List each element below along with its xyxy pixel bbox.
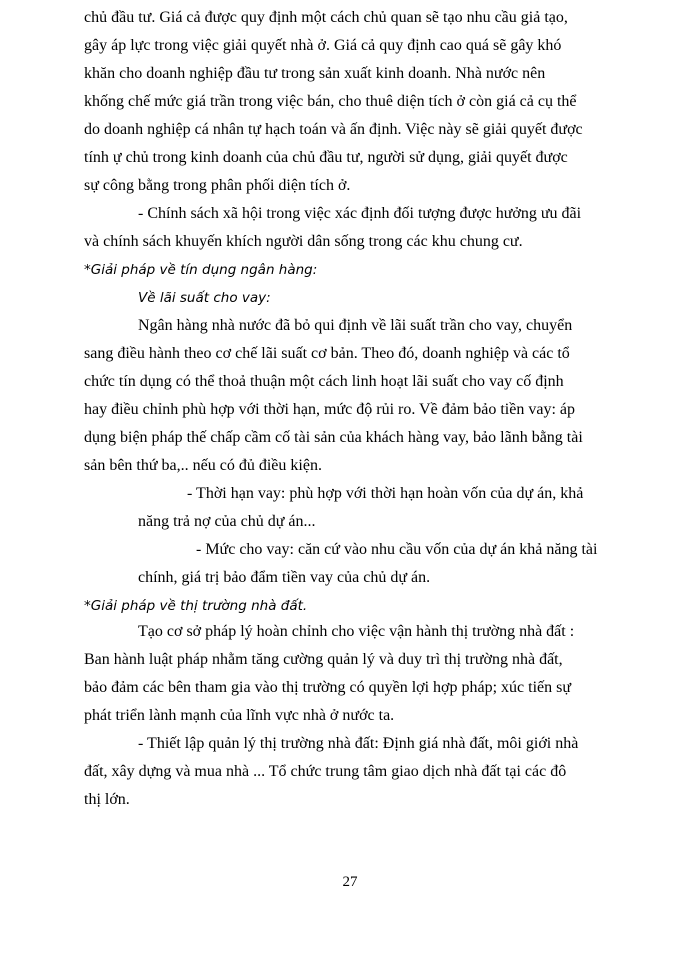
body-line: chức tín dụng có thể thoả thuận một cách linh hoạt lãi suất cho vay cố định: [84, 373, 564, 390]
bullet-line: - Thiết lập quản lý thị trường nhà đất: Định giá nhà đất, môi giới nhà: [138, 735, 579, 752]
body-line: bảo đảm các bên tham gia vào thị trường có quyền lợi hợp pháp; xúc tiến sự: [84, 679, 572, 696]
body-line: chủ đầu tư. Giá cả được quy định một cách chủ quan sẽ tạo nhu cầu giả tạo,: [84, 9, 568, 26]
body-line: năng trả nợ của chủ dự án...: [138, 513, 316, 530]
body-line: Tạo cơ sở pháp lý hoàn chỉnh cho việc vận hành thị trường nhà đất :: [138, 623, 575, 640]
body-line: dụng biện pháp thế chấp cầm cố tài sản của khách hàng vay, bảo lãnh bằng tài: [84, 429, 583, 446]
page-number: 27: [342, 874, 358, 890]
body-line: và chính sách khuyến khích người dân sống trong các khu chung cư.: [84, 233, 523, 250]
body-line: đất, xây dựng và mua nhà ... Tổ chức trung tâm giao dịch nhà đất tại các đô: [84, 763, 567, 780]
section-heading: *Giải pháp về thị trường nhà đất.: [84, 598, 308, 614]
body-line: thị lớn.: [84, 791, 130, 808]
subsection-heading: Về lãi suất cho vay:: [138, 290, 271, 306]
body-line: gây áp lực trong việc giải quyết nhà ở. Giá cả quy định cao quá sẽ gây khó: [84, 37, 562, 54]
body-line: phát triển lành mạnh của lĩnh vực nhà ở nước ta.: [84, 707, 395, 724]
bullet-line: - Thời hạn vay: phù hợp với thời hạn hoàn vốn của dự án, khả: [187, 485, 584, 502]
body-line: sản bên thứ ba,.. nếu có đủ điều kiện.: [84, 457, 322, 474]
bullet-line: - Mức cho vay: căn cứ vào nhu cầu vốn của dự án khả năng tài: [196, 541, 598, 558]
body-line: tính ự chủ trong kinh doanh của chủ đầu tư, người sử dụng, giải quyết được: [84, 149, 568, 166]
body-line: do doanh nghiệp cá nhân tự hạch toán và ấn định. Việc này sẽ giải quyết được: [84, 121, 583, 138]
body-line: Ban hành luật pháp nhằm tăng cường quản lý và duy trì thị trường nhà đất,: [84, 651, 563, 668]
body-line: khăn cho doanh nghiệp đầu tư trong sản xuất kinh doanh. Nhà nước nên: [84, 65, 546, 82]
body-line: khống chế mức giá trần trong việc bán, cho thuê diện tích ở còn giá cả cụ thể: [84, 93, 577, 110]
body-line: Ngân hàng nhà nước đã bỏ qui định về lãi suất trần cho vay, chuyển: [138, 317, 573, 334]
bullet-line: - Chính sách xã hội trong việc xác định đối tượng được hưởng ưu đãi: [138, 205, 582, 222]
body-line: sang điều hành theo cơ chế lãi suất cơ bản. Theo đó, doanh nghiệp và các tổ: [84, 345, 570, 362]
section-heading: *Giải pháp về tín dụng ngân hàng:: [84, 262, 318, 278]
body-line: sự công bằng trong phân phối diện tích ở.: [84, 177, 351, 194]
body-line: hay điều chỉnh phù hợp với thời hạn, mức độ rủi ro. Về đảm bảo tiền vay: áp: [84, 401, 575, 418]
body-line: chính, giá trị bảo đẩm tiền vay của chủ dự án.: [138, 569, 431, 586]
